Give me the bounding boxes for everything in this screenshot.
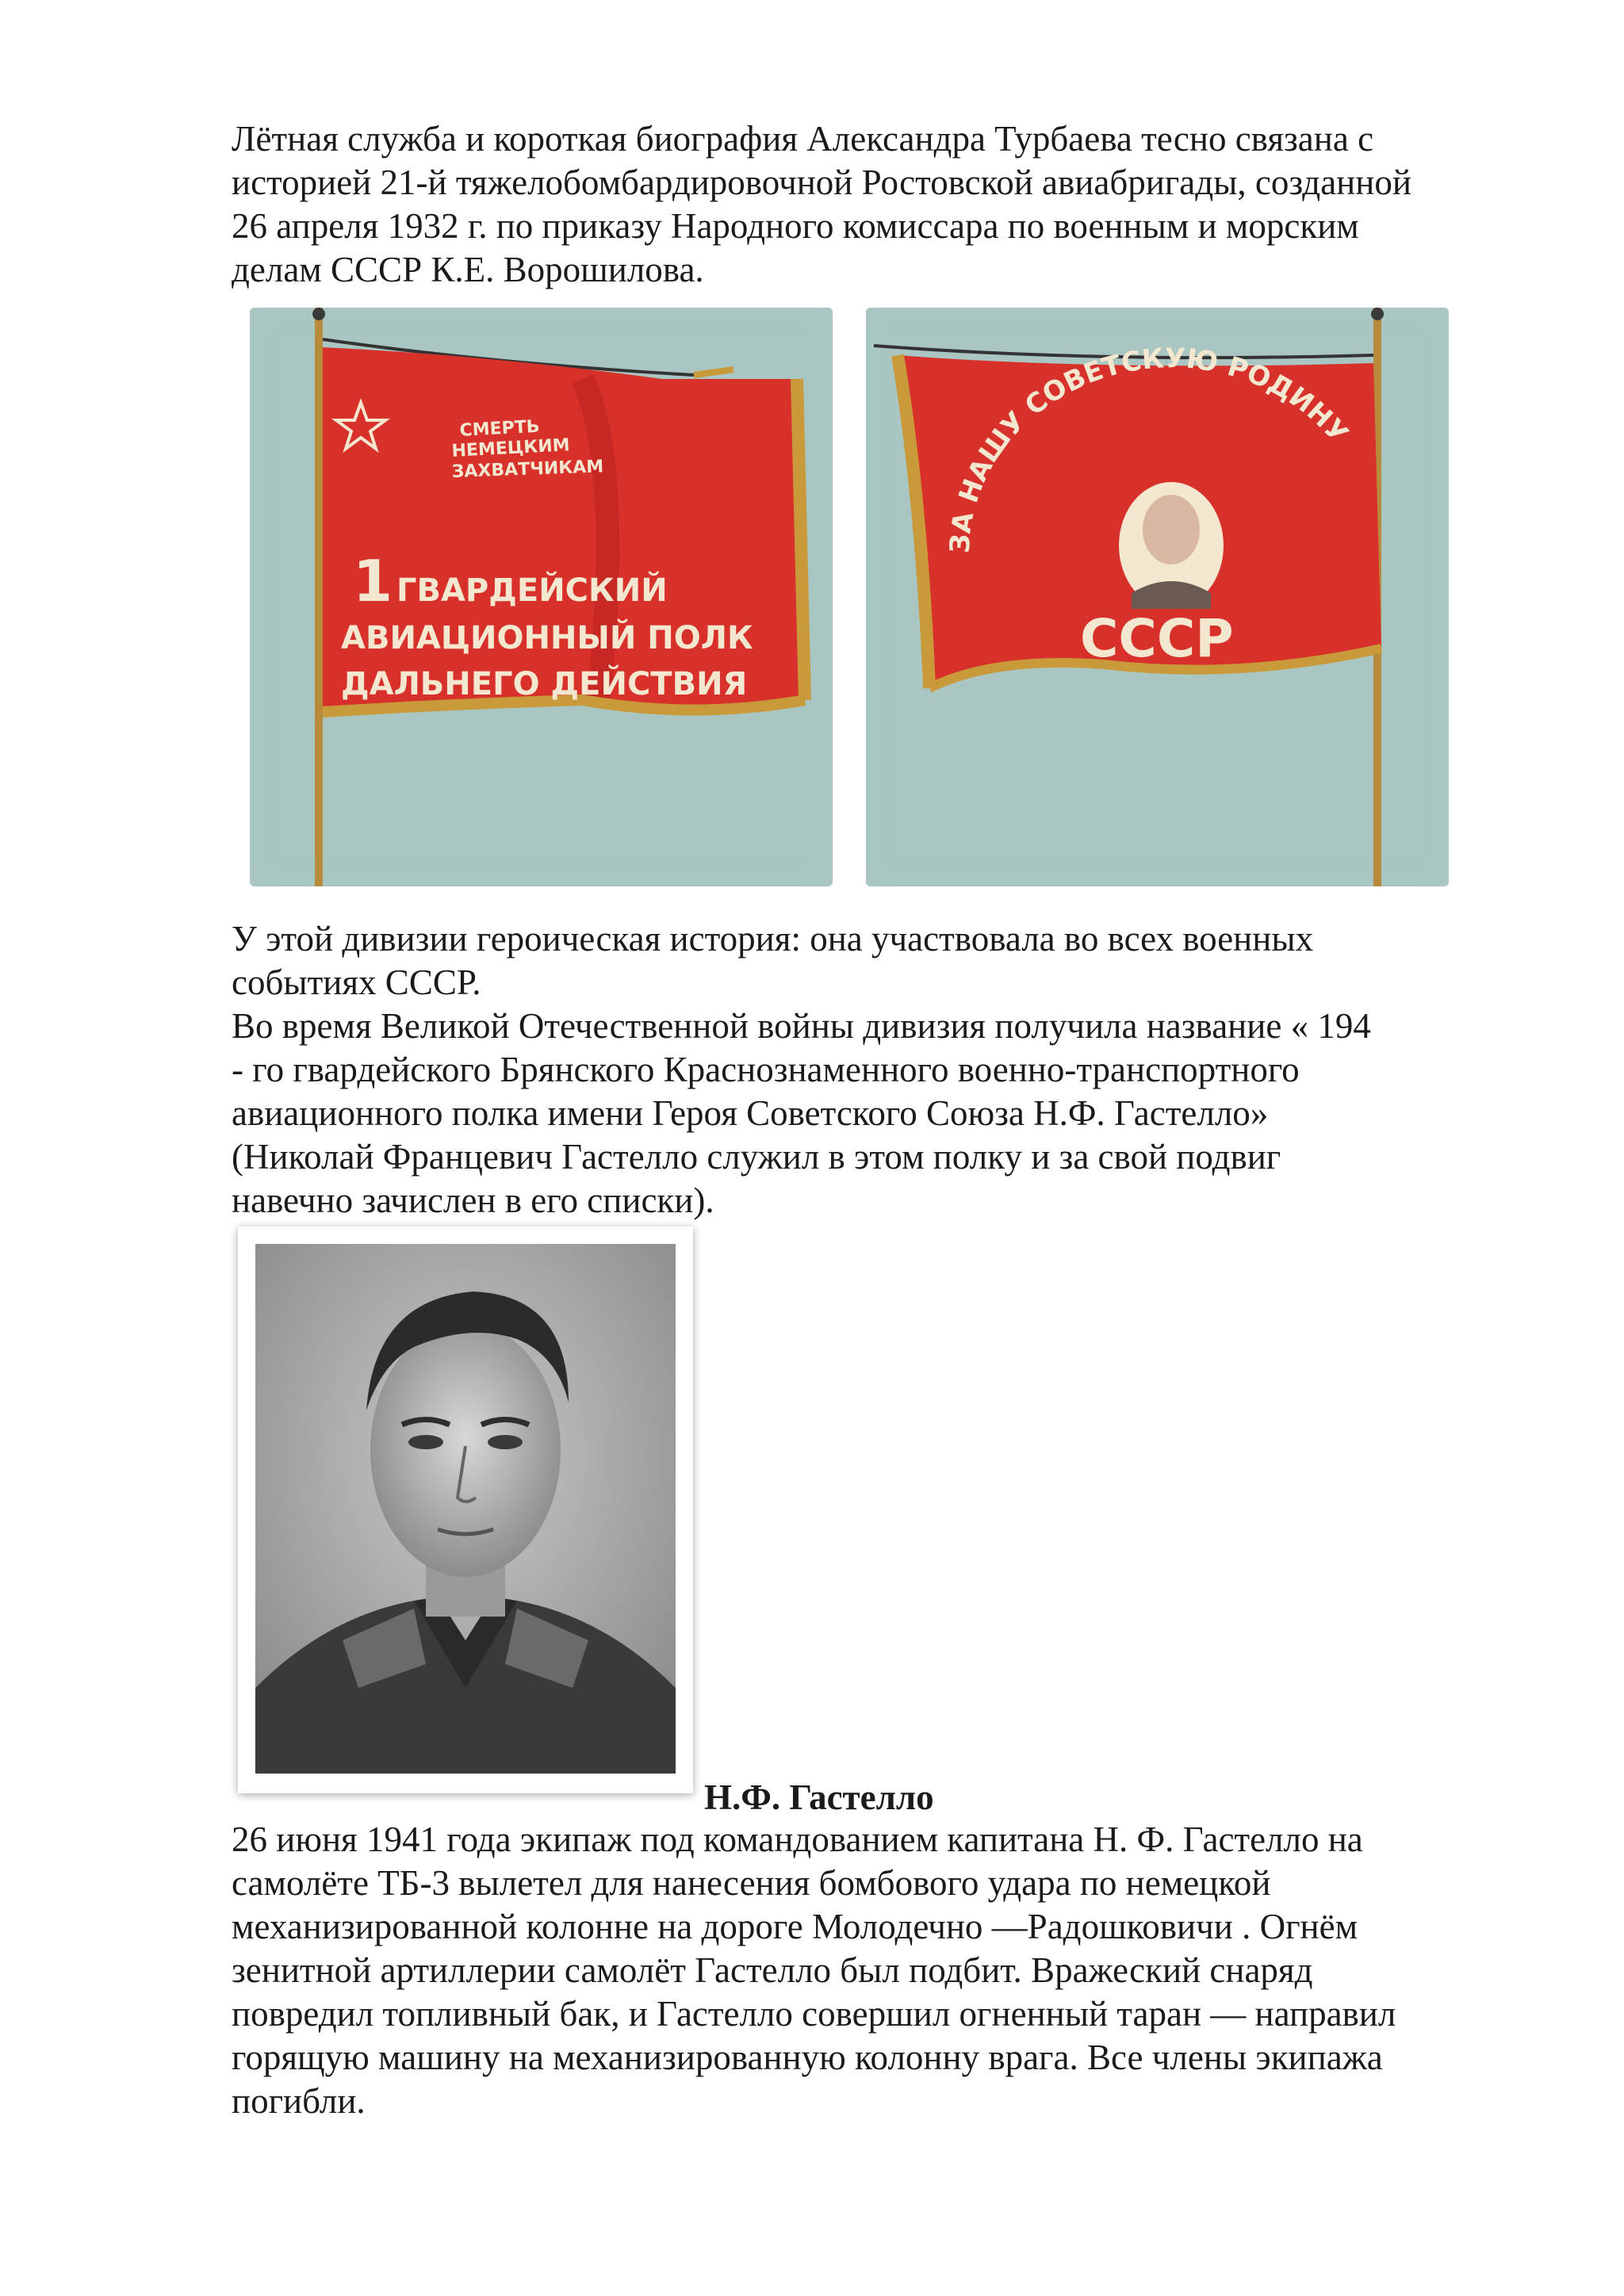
flag-right-illustration <box>866 308 1449 886</box>
text-line: (Николай Францевич Гастелло служил в этом полку и за свой подвиг <box>232 1137 1281 1177</box>
flag-right-arc-textpath: ЗА НАШУ СОВЕТСКУЮ РОДИНУ <box>944 342 1354 554</box>
text-line: историей 21-й тяжелобомбардировочной Ростовской авиабригады, созданной <box>232 163 1411 202</box>
flag-left-motto-line: СМЕРТЬ <box>459 416 541 441</box>
flag-left-number: 1 <box>353 548 393 614</box>
flag-left-motto-line: ЗАХВАТЧИКАМ <box>451 457 604 482</box>
paragraph-intro <box>232 117 1532 292</box>
text-line: делам СССР К.Е. Ворошилова. <box>232 250 704 289</box>
text-line: авиационного полка имени Героя Советского Союза Н.Ф. Гастелло» <box>232 1093 1269 1133</box>
flag-photo-guards-regiment <box>250 308 833 886</box>
flag-left-unit-line: ДАЛЬНЕГО ДЕЙСТВИЯ <box>341 666 748 702</box>
text-line: навечно зачислен в его списки). <box>232 1181 714 1220</box>
text-line: зенитной артиллерии самолёт Гастелло был подбит. Вражеский снаряд <box>232 1950 1313 1990</box>
paragraph-division-name <box>232 1004 1532 1223</box>
flag-left-illustration <box>250 308 833 886</box>
portrait-photo-gastello <box>238 1226 693 1793</box>
text-line: Во время Великой Отечественной войны дивизия получила название « 194 <box>232 1006 1371 1046</box>
flag-left-motto-line: НЕМЕЦКИМ <box>451 435 571 461</box>
paragraph-history <box>232 917 1532 1004</box>
text-line: механизированной колонне на дороге Молодечно —Радошковичи . Огнём <box>232 1907 1358 1946</box>
text-line: У этой дивизии героическая история: она участвовала во всех военных <box>232 919 1314 959</box>
text-line: погибли. <box>232 2081 366 2121</box>
portrait-illustration <box>255 1244 676 1774</box>
portrait-caption: Н.Ф. Гастелло <box>704 1777 934 1817</box>
text-line: горящую машину на механизированную колонну врага. Все члены экипажа <box>232 2038 1383 2077</box>
text-line: повредил топливный бак, и Гастелло совершил огненный таран — направил <box>232 1994 1396 2034</box>
text-line: событиях СССР. <box>232 962 481 1002</box>
flag-left-unit-line: АВИАЦИОННЫЙ ПОЛК <box>341 620 753 656</box>
text-line: 26 июня 1941 года экипаж под командованием капитана Н. Ф. Гастелло на <box>232 1820 1363 1859</box>
paragraph-feat <box>232 1818 1532 2123</box>
text-line: Лётная служба и короткая биография Александра Турбаева тесно связана с <box>232 119 1374 159</box>
flag-photo-ussr-lenin <box>866 308 1449 886</box>
text-line: - го гвардейского Брянского Краснознаменного военно-транспортного <box>232 1050 1300 1089</box>
text-line: 26 апреля 1932 г. по приказу Народного комиссара по военным и морским <box>232 206 1359 246</box>
flag-right-ussr-text: СССР <box>1080 608 1234 669</box>
flag-left-unit-line: ГВАРДЕЙСКИЙ <box>396 572 668 609</box>
text-line: самолёте ТБ-3 вылетел для нанесения бомбового удара по немецкой <box>232 1863 1271 1903</box>
